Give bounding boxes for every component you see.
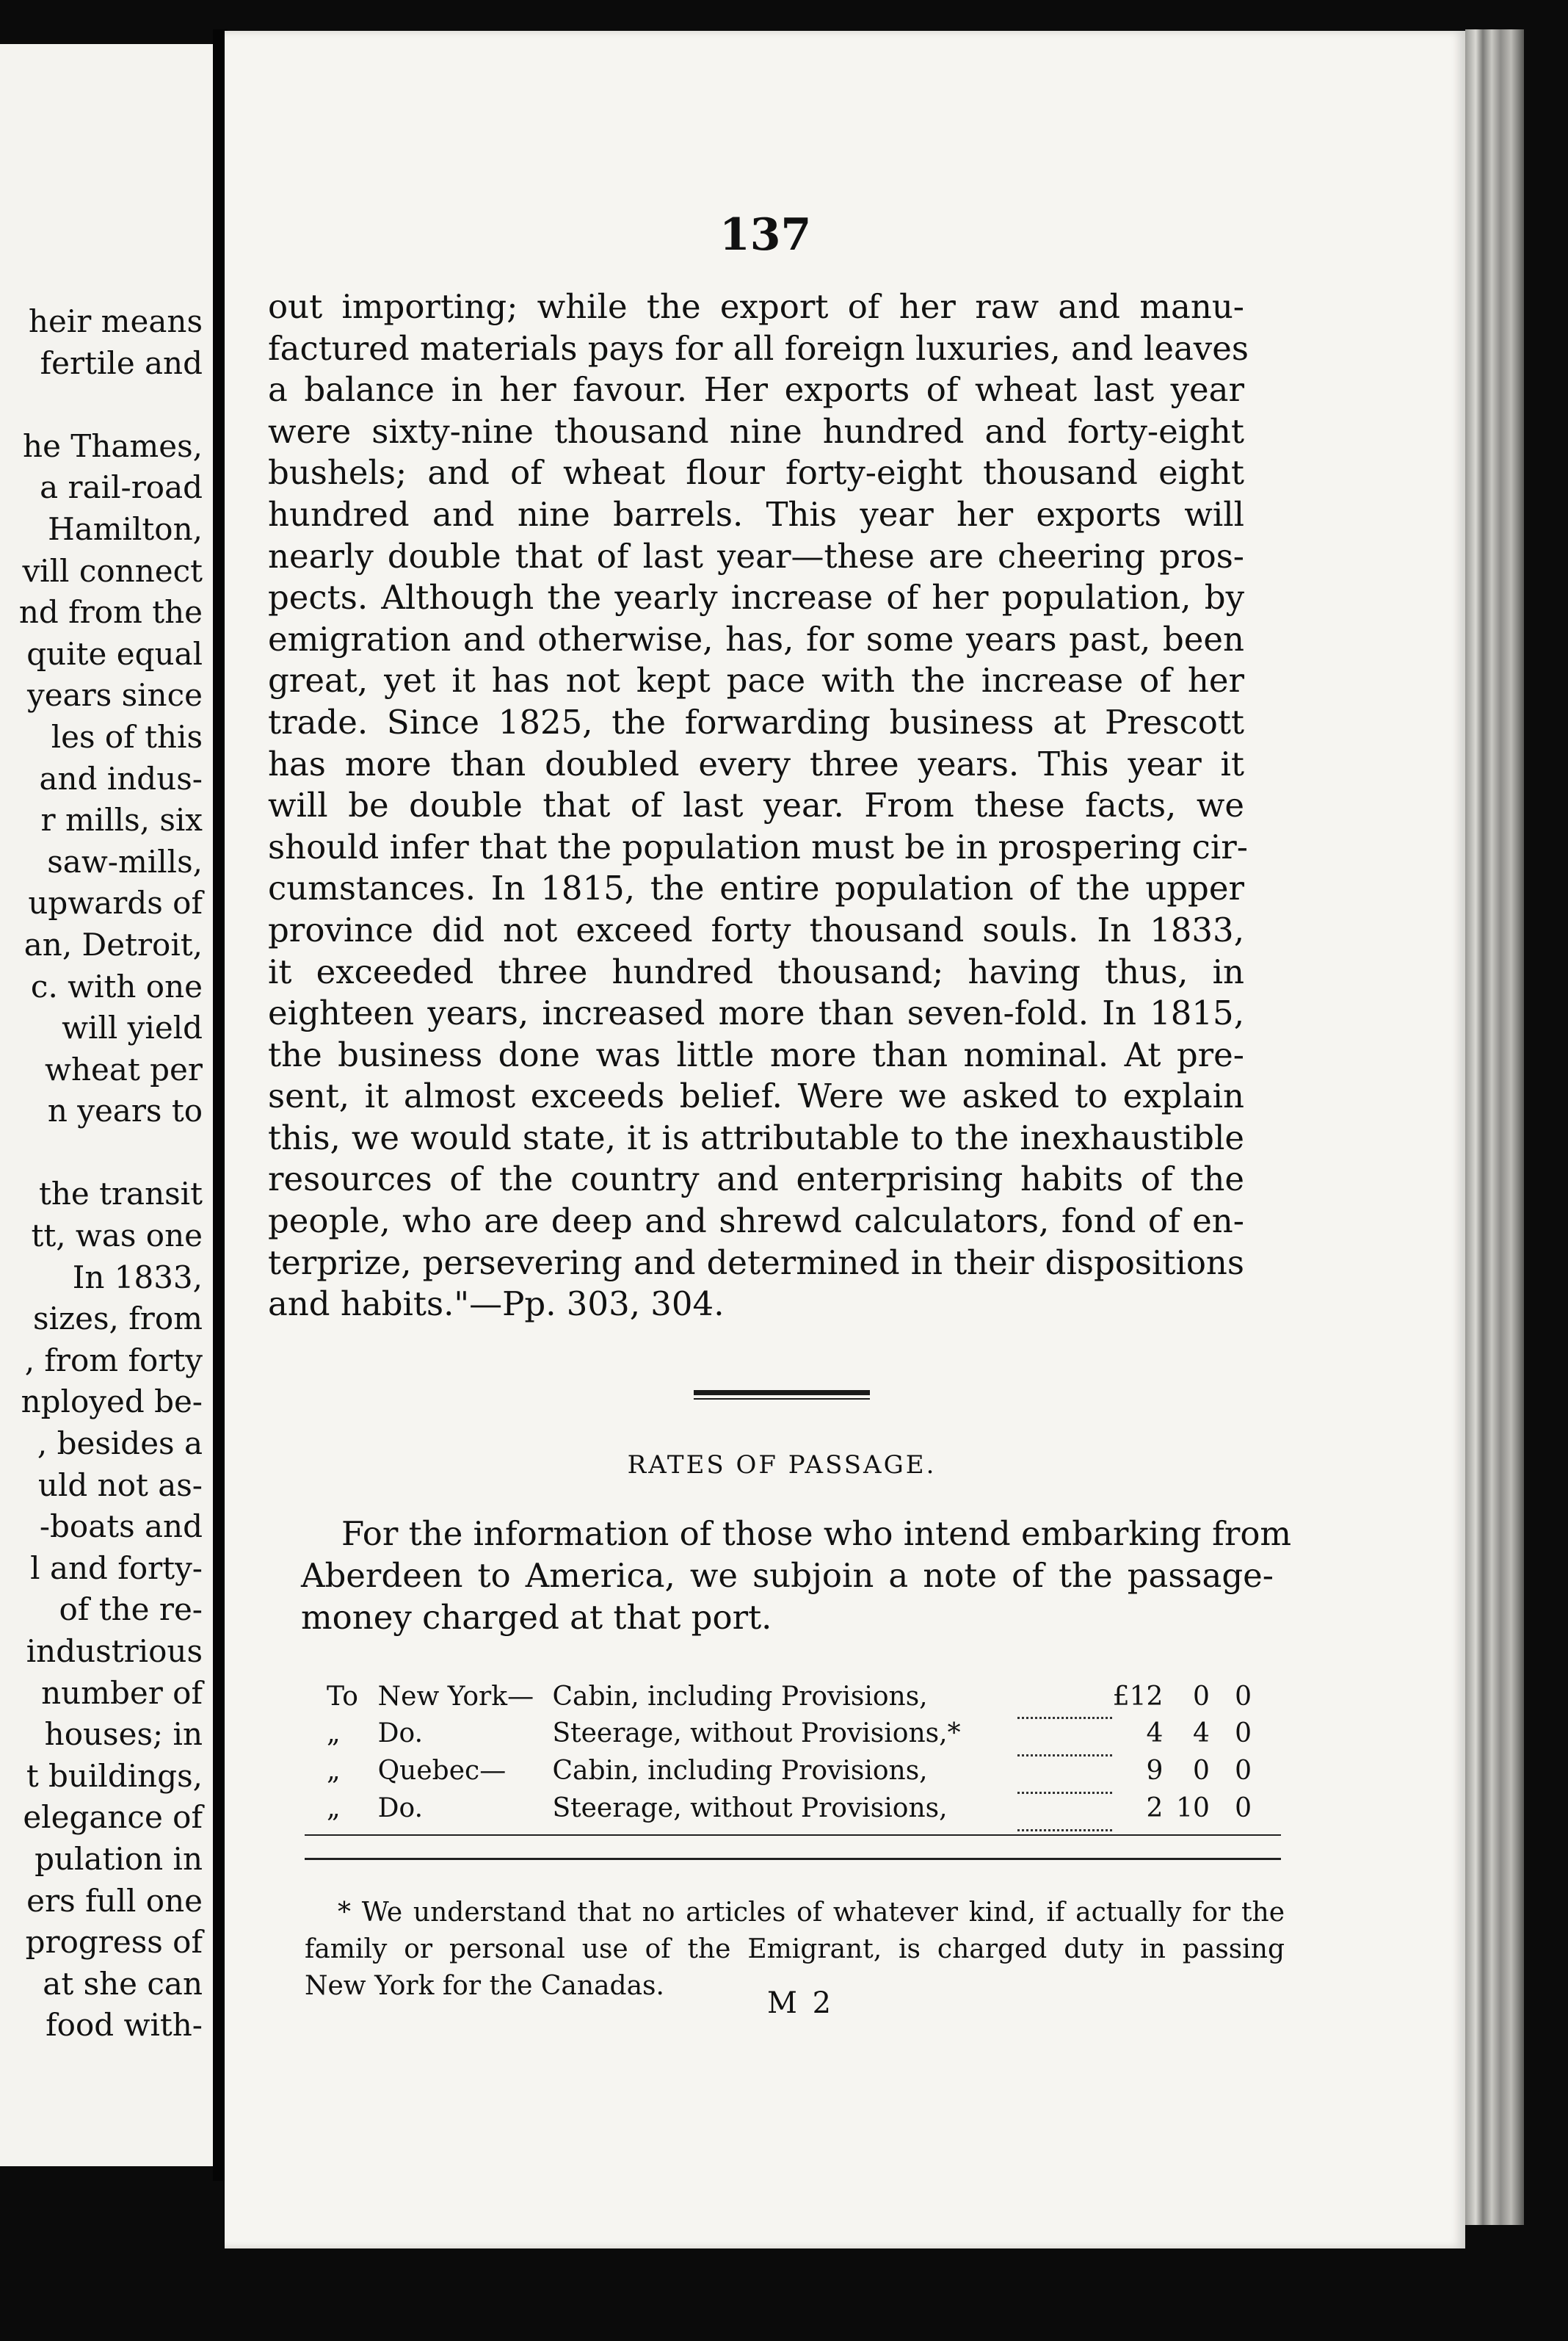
left-page-line: progress of	[25, 1924, 203, 1961]
rate-pence: 0	[1235, 1792, 1252, 1823]
rate-shillings: 0	[1193, 1755, 1210, 1786]
body-line: has more than doubled every three years. This year it	[268, 744, 1244, 784]
left-page-line: fertile and	[40, 344, 203, 381]
section-divider	[694, 1390, 870, 1395]
left-page-line: n years to	[47, 1093, 203, 1129]
rate-pence: 0	[1235, 1718, 1252, 1748]
left-page-line: vill connect	[22, 552, 203, 589]
left-page-line: c. with one	[30, 968, 203, 1005]
body-line: resources of the country and enterprising habits of the	[268, 1159, 1244, 1199]
body-line: eighteen years, increased more than seven-fold. In 1815,	[268, 994, 1244, 1033]
left-page-line: food with-	[46, 2007, 203, 2044]
section-divider-thin	[694, 1398, 870, 1400]
rate-class: Steerage, without Provisions,	[552, 1792, 948, 1823]
left-page-line: industrious	[26, 1633, 203, 1669]
rate-pence: 0	[1235, 1755, 1252, 1786]
rate-row	[327, 1793, 1252, 1831]
rate-prefix: „	[327, 1792, 341, 1823]
left-page-line: nd from the	[18, 594, 203, 631]
footnote-rule	[305, 1858, 1281, 1860]
left-page-line: sizes, from	[33, 1300, 203, 1337]
body-line: terprize, persevering and determined in their dispositions	[268, 1242, 1244, 1282]
body-paragraph	[268, 286, 1249, 1325]
left-page-line: will yield	[62, 1010, 203, 1046]
rate-leader-dots	[1017, 1793, 1112, 1831]
footnote-line: * We understand that no articles of whatever kind, if actually for the	[338, 1897, 1285, 1928]
page-number: 137	[719, 209, 812, 261]
rate-class: Cabin, including Provisions,	[552, 1682, 928, 1712]
body-line: nearly double that of last year—these are cheering pros-	[268, 536, 1244, 576]
section-heading: RATES OF PASSAGE.	[627, 1450, 937, 1480]
left-page-line: years since	[26, 677, 203, 714]
body-line: province did not exceed forty thousand souls. In 1833,	[268, 910, 1244, 949]
left-page-line: wheat per	[45, 1051, 203, 1088]
rate-pounds: £12	[1112, 1682, 1164, 1712]
left-page-line: heir means	[28, 303, 203, 339]
footnote-line: family or personal use of the Emigrant, is charged duty in passing	[305, 1934, 1285, 1964]
rate-destination: Do.	[377, 1718, 424, 1748]
rate-pounds: 2	[1146, 1792, 1164, 1823]
left-page-line: l and forty-	[30, 1549, 203, 1586]
body-line: hundred and nine barrels. This year her exports will	[268, 494, 1244, 534]
left-page-line: -boats and	[39, 1508, 203, 1545]
rate-leader-dots	[1017, 1682, 1112, 1718]
left-page-line: In 1833,	[72, 1259, 203, 1295]
left-page-line: houses; in	[44, 1716, 203, 1753]
rate-shillings: 4	[1193, 1718, 1210, 1748]
body-line: out importing; while the export of her raw and manu-	[268, 287, 1244, 326]
rate-shillings: 0	[1193, 1682, 1210, 1712]
body-line: it exceeded three hundred thousand; having thus, in	[268, 952, 1244, 991]
left-page-line: and indus-	[39, 760, 203, 797]
left-page-line: elegance of	[23, 1799, 203, 1836]
body-line: a balance in her favour. Her exports of wheat last year	[268, 370, 1244, 410]
left-page-line: ers full one	[26, 1882, 203, 1919]
left-page-line: upwards of	[28, 885, 203, 922]
intro-paragraph	[301, 1513, 1292, 1638]
rate-shillings: 10	[1176, 1792, 1210, 1823]
rates-table	[327, 1682, 1252, 1831]
rate-destination: Do.	[377, 1792, 424, 1823]
page-edges	[1465, 29, 1524, 2225]
left-page-line: he Thames,	[23, 427, 203, 464]
left-page-line: number of	[41, 1674, 203, 1711]
left-page-line: tt, was one	[31, 1217, 203, 1254]
left-page-line: a rail-road	[40, 469, 203, 506]
body-line: should infer that the population must be in prospering cir-	[268, 827, 1248, 866]
left-page-line: at she can	[43, 1965, 203, 2002]
left-page-line: saw-mills,	[47, 843, 203, 880]
left-facing-page	[0, 44, 213, 2166]
rate-pence: 0	[1235, 1682, 1252, 1712]
rate-prefix: „	[327, 1718, 341, 1748]
left-page-line: the transit	[38, 1176, 203, 1212]
body-line: people, who are deep and shrewd calculators, fond of en-	[268, 1201, 1244, 1241]
rate-row	[327, 1718, 1252, 1756]
left-page-line: t buildings,	[26, 1757, 203, 1794]
rate-row	[327, 1756, 1252, 1793]
rate-leader-dots	[1017, 1756, 1112, 1793]
left-page-text	[19, 301, 203, 2047]
rate-prefix: To	[327, 1682, 358, 1712]
footnote-rule-top	[305, 1834, 1281, 1836]
body-line: factured materials pays for all foreign luxuries, and leaves	[268, 328, 1249, 368]
left-page-line: pulation in	[35, 1840, 203, 1877]
left-page-line	[19, 384, 203, 426]
body-line: bushels; and of wheat flour forty-eight thousand eight	[268, 453, 1244, 493]
rate-destination: New York—	[377, 1682, 534, 1712]
body-line: great, yet it has not kept pace with the increase of her	[268, 661, 1244, 701]
body-line: the business done was little more than nominal. At pre-	[268, 1035, 1244, 1074]
rate-class: Cabin, including Provisions,	[552, 1755, 928, 1786]
rate-pounds: 9	[1146, 1755, 1164, 1786]
body-line: trade. Since 1825, the forwarding business at Prescott	[268, 702, 1244, 742]
body-line: sent, it almost exceeds belief. Were we asked to explain	[268, 1077, 1244, 1116]
rate-pounds: 4	[1146, 1718, 1164, 1748]
rate-prefix: „	[327, 1755, 341, 1786]
body-line: emigration and otherwise, has, for some years past, been	[268, 619, 1244, 659]
rate-class: Steerage, without Provisions,*	[552, 1718, 961, 1748]
body-line: pects. Although the yearly increase of her population, by	[268, 578, 1244, 618]
body-line: this, we would state, it is attributable to the inexhaustible	[268, 1118, 1244, 1157]
left-page-line: an, Detroit,	[23, 926, 203, 963]
rate-destination: Quebec—	[377, 1755, 507, 1786]
intro-line: For the information of those who intend embarking from	[341, 1514, 1292, 1553]
body-line: will be double that of last year. From these facts, we	[268, 786, 1244, 825]
intro-line: Aberdeen to America, we subjoin a note of the passage-	[301, 1556, 1274, 1595]
body-line: cumstances. In 1815, the entire population of the upper	[268, 869, 1244, 908]
body-line: and habits."—Pp. 303, 304.	[268, 1284, 725, 1324]
left-page-line: les of this	[51, 718, 203, 755]
left-page-line: , besides a	[37, 1425, 203, 1462]
rate-leader-dots	[1017, 1718, 1112, 1756]
left-page-line: Hamilton,	[48, 510, 203, 547]
left-page-line: r mills, six	[40, 802, 203, 839]
left-page-line: of the re-	[59, 1591, 203, 1628]
left-page-line: quite equal	[26, 635, 203, 672]
left-page-line: uld not as-	[37, 1466, 203, 1503]
signature-mark: M 2	[767, 1986, 835, 2020]
rate-row	[327, 1682, 1252, 1718]
left-page-line: , from forty	[24, 1342, 203, 1378]
body-line: were sixty-nine thousand nine hundred and forty-eight	[268, 411, 1244, 451]
footnote-line: New York for the Canadas.	[305, 1971, 664, 2001]
left-page-line: nployed be-	[21, 1383, 203, 1420]
left-page-line	[19, 1132, 203, 1174]
intro-line: money charged at that port.	[301, 1598, 772, 1637]
